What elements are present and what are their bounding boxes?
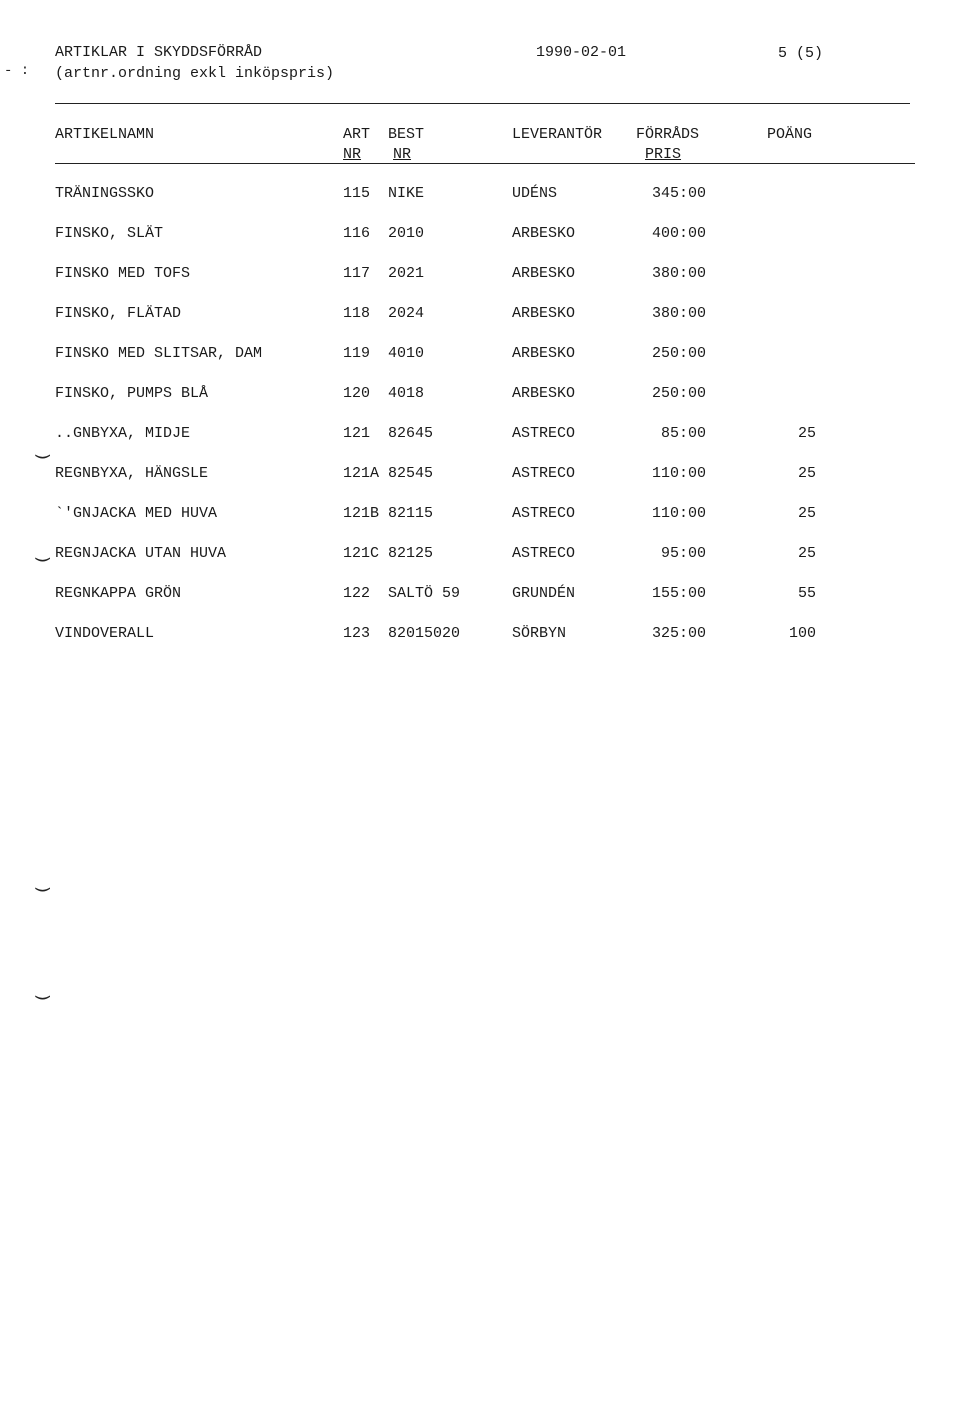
column-header-best-nr-sub: NR <box>393 146 412 163</box>
table-row <box>0 305 960 327</box>
article-number: 120 <box>343 385 371 402</box>
order-number: 82125 <box>388 545 434 562</box>
column-header-points: POÄNG <box>767 126 813 143</box>
supplier: ASTRECO <box>512 545 576 562</box>
article-name: FINSKO, SLÄT <box>55 225 164 242</box>
supplier: ARBESKO <box>512 305 576 322</box>
storage-price: 380:00 <box>651 265 706 282</box>
article-name: REGNBYXA, HÄNGSLE <box>55 465 209 482</box>
storage-price: 250:00 <box>651 385 706 402</box>
storage-price: 325:00 <box>651 625 706 642</box>
scan-mark: ‿ <box>36 435 50 460</box>
article-name: ..GNBYXA, MIDJE <box>55 425 191 442</box>
supplier: GRUNDÉN <box>512 585 576 602</box>
article-number: 119 <box>343 345 371 362</box>
order-number: 4018 <box>388 385 425 402</box>
article-name: VINDOVERALL <box>55 625 155 642</box>
column-header-price: FÖRRÅDS <box>636 126 700 143</box>
table-row <box>0 265 960 287</box>
storage-price: 95:00 <box>660 545 706 562</box>
article-name: `'GNJACKA MED HUVA <box>55 505 218 522</box>
article-number: 115 <box>343 185 371 202</box>
column-header-divider <box>55 163 915 164</box>
article-number: 116 <box>343 225 371 242</box>
table-row <box>0 465 960 487</box>
supplier: ASTRECO <box>512 465 576 482</box>
article-number: 121A <box>343 465 380 482</box>
table-row <box>0 385 960 407</box>
report-title: ARTIKLAR I SKYDDSFÖRRÅD <box>55 44 263 61</box>
order-number: 82115 <box>388 505 434 522</box>
order-number: 4010 <box>388 345 425 362</box>
order-number: 2024 <box>388 305 425 322</box>
storage-price: 155:00 <box>651 585 706 602</box>
header-divider <box>55 103 910 104</box>
column-header-price-sub: PRIS <box>645 146 682 163</box>
storage-price: 85:00 <box>660 425 706 442</box>
supplier: ARBESKO <box>512 345 576 362</box>
article-name: FINSKO MED SLITSAR, DAM <box>55 345 263 362</box>
scan-mark: - : <box>4 63 30 79</box>
page-number: 5 (5) <box>778 45 824 62</box>
supplier: ASTRECO <box>512 425 576 442</box>
points: 25 <box>797 465 816 482</box>
supplier: SÖRBYN <box>512 625 567 642</box>
table-row <box>0 185 960 207</box>
storage-price: 250:00 <box>651 345 706 362</box>
storage-price: 400:00 <box>651 225 706 242</box>
points: 25 <box>797 425 816 442</box>
order-number: NIKE <box>388 185 425 202</box>
article-number: 121C <box>343 545 380 562</box>
report-date: 1990-02-01 <box>536 44 627 61</box>
report-subtitle: (artnr.ordning exkl inköpspris) <box>55 65 335 82</box>
scan-mark: ‿ <box>36 976 50 1001</box>
article-name: FINSKO, FLÄTAD <box>55 305 182 322</box>
table-row <box>0 425 960 447</box>
article-name: FINSKO, PUMPS BLÅ <box>55 385 209 402</box>
supplier: UDÉNS <box>512 185 558 202</box>
order-number: 82545 <box>388 465 434 482</box>
order-number: SALTÖ 59 <box>388 585 461 602</box>
scan-mark: ‿ <box>36 538 50 563</box>
order-number: 82645 <box>388 425 434 442</box>
storage-price: 380:00 <box>651 305 706 322</box>
supplier: ASTRECO <box>512 505 576 522</box>
points: 25 <box>797 505 816 522</box>
article-number: 121 <box>343 425 371 442</box>
points: 100 <box>788 625 816 642</box>
storage-price: 110:00 <box>651 465 706 482</box>
table-row <box>0 585 960 607</box>
column-header-art-nr-sub: NR <box>343 146 362 163</box>
article-name: REGNKAPPA GRÖN <box>55 585 182 602</box>
table-row <box>0 225 960 247</box>
table-row <box>0 545 960 567</box>
article-name: FINSKO MED TOFS <box>55 265 191 282</box>
scan-mark: ‿ <box>36 868 50 893</box>
table-row <box>0 625 960 647</box>
table-row <box>0 345 960 367</box>
storage-price: 345:00 <box>651 185 706 202</box>
points: 55 <box>797 585 816 602</box>
article-number: 122 <box>343 585 371 602</box>
column-header-supplier: LEVERANTÖR <box>512 126 603 143</box>
column-header-art-nr: ART <box>343 126 371 143</box>
supplier: ARBESKO <box>512 265 576 282</box>
article-name: REGNJACKA UTAN HUVA <box>55 545 227 562</box>
order-number: 82015020 <box>388 625 461 642</box>
order-number: 2021 <box>388 265 425 282</box>
column-header-name: ARTIKELNAMN <box>55 126 155 143</box>
column-header-best-nr: BEST <box>388 126 425 143</box>
article-number: 121B <box>343 505 380 522</box>
supplier: ARBESKO <box>512 385 576 402</box>
article-name: TRÄNINGSSKO <box>55 185 155 202</box>
supplier: ARBESKO <box>512 225 576 242</box>
article-number: 117 <box>343 265 371 282</box>
points: 25 <box>797 545 816 562</box>
table-row <box>0 505 960 527</box>
storage-price: 110:00 <box>651 505 706 522</box>
order-number: 2010 <box>388 225 425 242</box>
article-number: 123 <box>343 625 371 642</box>
article-number: 118 <box>343 305 371 322</box>
